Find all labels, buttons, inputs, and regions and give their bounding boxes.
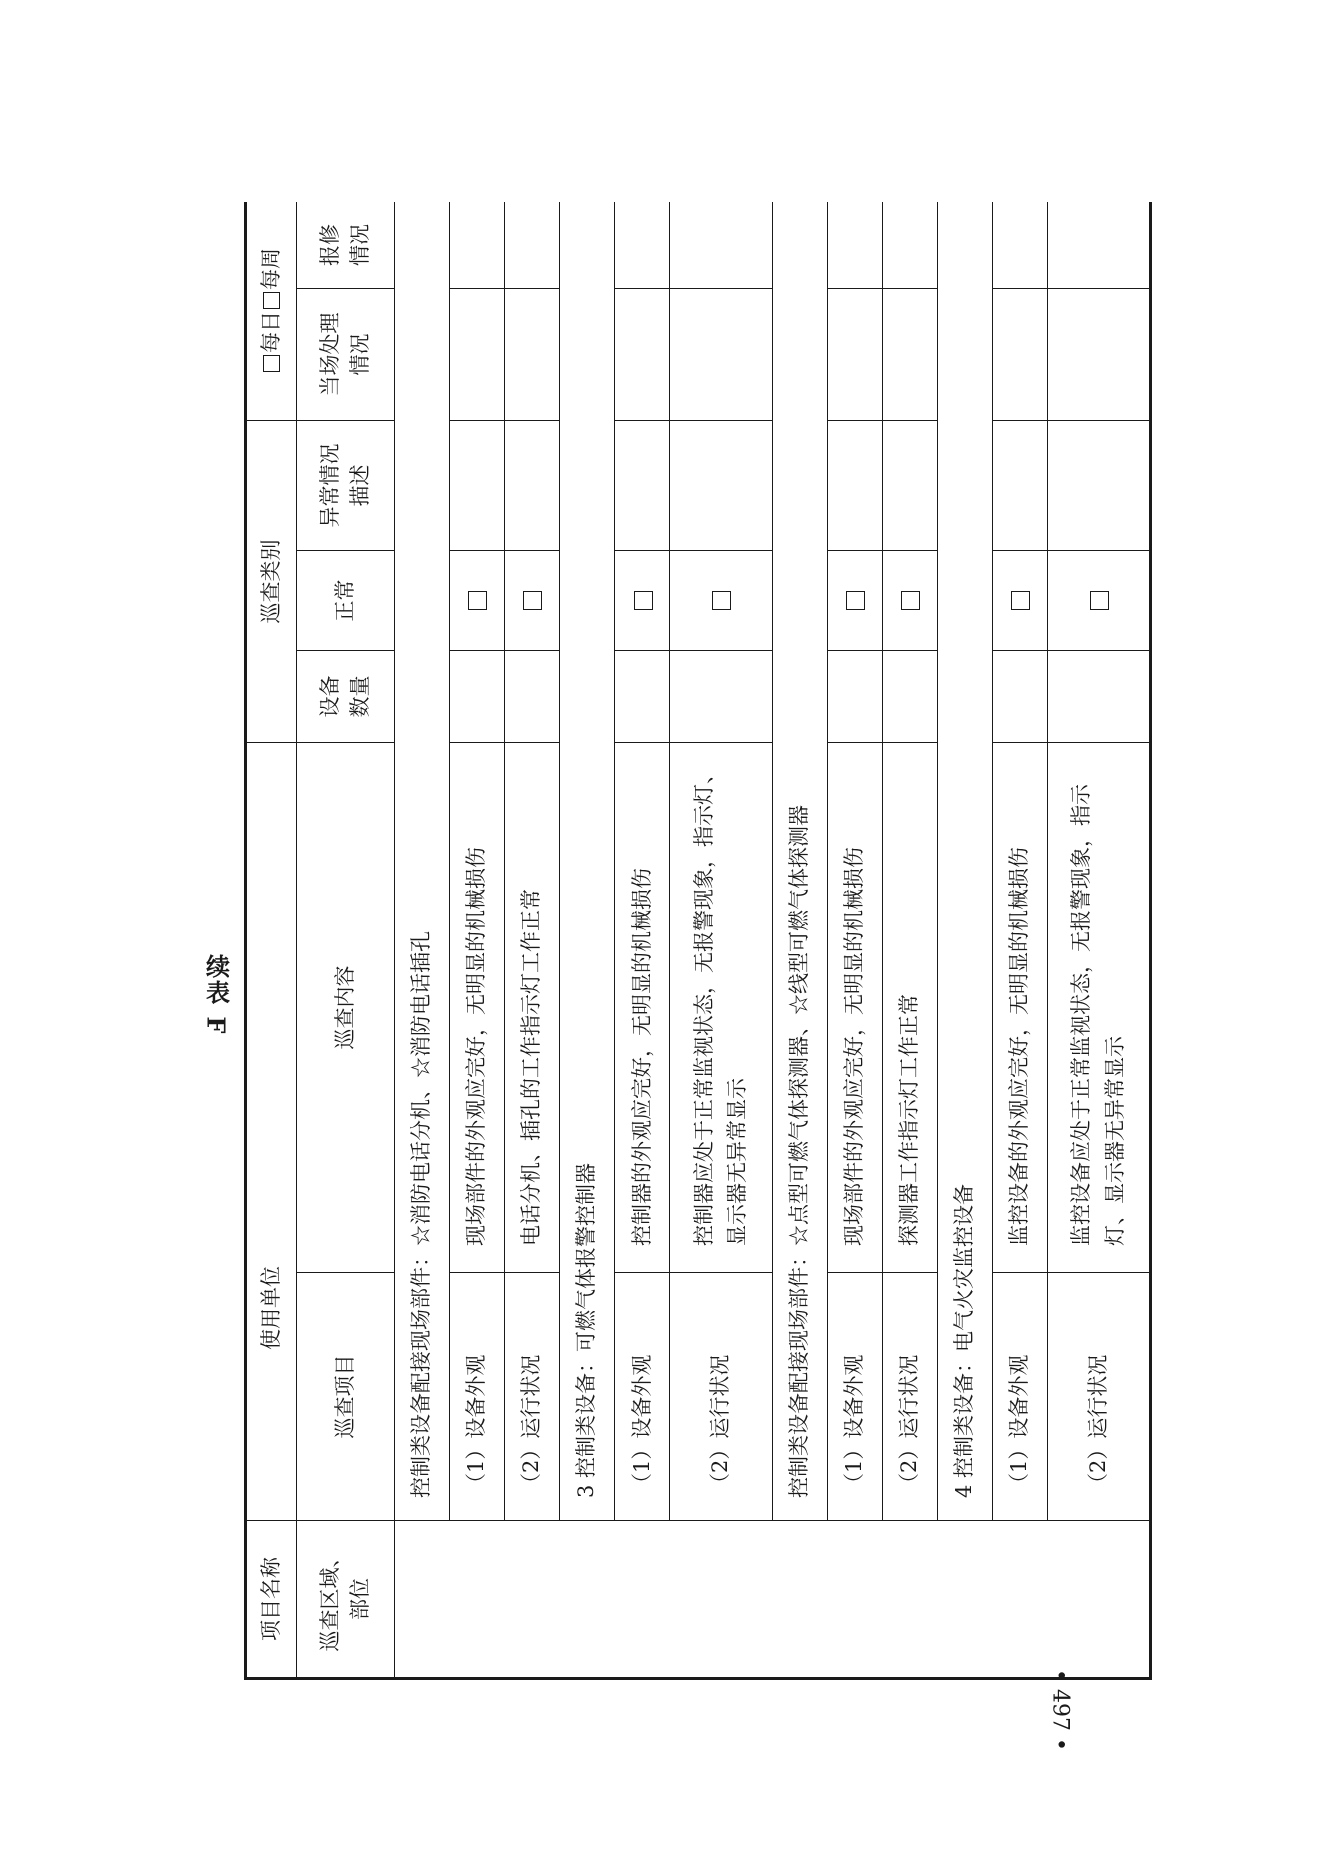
area-cell[interactable]	[395, 1521, 1151, 1679]
normal-checkbox[interactable]	[1011, 591, 1030, 610]
weekly-label: 每周	[258, 247, 283, 290]
item-cell: （2）运行状况	[883, 1273, 938, 1521]
inspection-table-container	[244, 202, 1152, 1680]
onsite-cell[interactable]	[883, 288, 938, 420]
normal-cell	[505, 551, 560, 651]
normal-cell	[615, 551, 670, 651]
normal-checkbox[interactable]	[901, 591, 920, 610]
inspection-table-rotated	[244, 202, 1152, 1680]
abnormal-cell[interactable]	[1048, 420, 1151, 550]
repair-cell[interactable]	[615, 202, 670, 288]
normal-checkbox[interactable]	[468, 591, 487, 610]
content-cell: 现场部件的外观应完好，无明显的机械损伤	[827, 743, 882, 1273]
header-item: 巡查项目	[296, 1273, 394, 1521]
item-cell: （1）设备外观	[450, 1273, 505, 1521]
table-row	[883, 202, 938, 1679]
page-number-text: • 497 •	[1047, 1669, 1073, 1751]
section-title: 控制类设备配接现场部件：☆点型可燃气体探测器、☆线型可燃气体探测器	[772, 202, 827, 1521]
onsite-cell[interactable]	[505, 288, 560, 420]
normal-checkbox[interactable]	[712, 591, 731, 610]
onsite-cell[interactable]	[670, 288, 773, 420]
repair-cell[interactable]	[670, 202, 773, 288]
abnormal-cell[interactable]	[993, 420, 1048, 550]
content-cell: 现场部件的外观应完好，无明显的机械损伤	[450, 743, 505, 1273]
abnormal-cell[interactable]	[450, 420, 505, 550]
table-row	[993, 202, 1048, 1679]
normal-checkbox[interactable]	[634, 591, 653, 610]
normal-cell	[883, 551, 938, 651]
content-cell: 电话分机、插孔的工作指示灯工作正常	[505, 743, 560, 1273]
table-row	[670, 202, 773, 1679]
section-title: 4 控制类设备：电气火灾监控设备	[938, 202, 993, 1521]
normal-checkbox[interactable]	[523, 591, 542, 610]
quantity-cell[interactable]	[827, 651, 882, 743]
repair-cell[interactable]	[1048, 202, 1151, 288]
table-row	[505, 202, 560, 1679]
onsite-cell[interactable]	[615, 288, 670, 420]
header-normal: 正常	[296, 551, 394, 651]
quantity-cell[interactable]	[450, 651, 505, 743]
quantity-cell[interactable]	[505, 651, 560, 743]
content-cell: 控制器应处于正常监视状态，无报警现象，指示灯、显示器无异常显示	[670, 743, 773, 1273]
onsite-cell[interactable]	[1048, 288, 1151, 420]
onsite-cell[interactable]	[993, 288, 1048, 420]
normal-cell	[670, 551, 773, 651]
quantity-cell[interactable]	[615, 651, 670, 743]
content-cell: 监控设备的外观应完好，无明显的机械损伤	[993, 743, 1048, 1273]
header-area: 巡查区域、 部位	[296, 1521, 394, 1679]
section-title: 控制类设备配接现场部件：☆消防电话分机、☆消防电话插孔	[395, 202, 450, 1521]
header-abnormal: 异常情况 描述	[296, 420, 394, 550]
content-cell: 探测器工作指示灯工作正常	[883, 743, 938, 1273]
abnormal-cell[interactable]	[505, 420, 560, 550]
section-row	[395, 202, 450, 1679]
header-project-name: 项目名称	[246, 1521, 297, 1679]
item-cell: （2）运行状况	[670, 1273, 773, 1521]
table-row	[827, 202, 882, 1679]
item-cell: （2）运行状况	[505, 1273, 560, 1521]
header-onsite: 当场处理 情况	[296, 288, 394, 420]
normal-checkbox[interactable]	[1090, 591, 1109, 610]
section-title: 3 控制类设备：可燃气体报警控制器	[560, 202, 615, 1521]
table-caption	[196, 905, 236, 1085]
table-row	[615, 202, 670, 1679]
quantity-cell[interactable]	[883, 651, 938, 743]
header-row-2	[296, 202, 394, 1679]
abnormal-cell[interactable]	[615, 420, 670, 550]
repair-cell[interactable]	[505, 202, 560, 288]
table-row	[1048, 202, 1151, 1679]
inspection-table	[244, 202, 1152, 1680]
abnormal-cell[interactable]	[883, 420, 938, 550]
onsite-cell[interactable]	[827, 288, 882, 420]
weekly-checkbox[interactable]	[263, 292, 280, 309]
repair-cell[interactable]	[450, 202, 505, 288]
onsite-cell[interactable]	[450, 288, 505, 420]
header-row-1	[246, 202, 297, 1679]
table-row	[450, 202, 505, 1679]
normal-cell	[993, 551, 1048, 651]
daily-checkbox[interactable]	[263, 355, 280, 372]
caption-text: 续表 F	[201, 954, 231, 1036]
item-cell: （1）设备外观	[827, 1273, 882, 1521]
item-cell: （2）运行状况	[1048, 1273, 1151, 1521]
content-cell: 控制器的外观应完好，无明显的机械损伤	[615, 743, 670, 1273]
content-cell: 监控设备应处于正常监视状态，无报警现象，指示灯、显示器无异常显示	[1048, 743, 1151, 1273]
section-row	[772, 202, 827, 1679]
repair-cell[interactable]	[827, 202, 882, 288]
header-content: 巡查内容	[296, 743, 394, 1273]
quantity-cell[interactable]	[993, 651, 1048, 743]
section-row	[560, 202, 615, 1679]
normal-cell	[827, 551, 882, 651]
header-check-period	[246, 202, 297, 420]
header-quantity: 设备 数量	[296, 651, 394, 743]
abnormal-cell[interactable]	[670, 420, 773, 550]
abnormal-cell[interactable]	[827, 420, 882, 550]
item-cell: （1）设备外观	[615, 1273, 670, 1521]
header-user-unit: 使用单位	[246, 743, 297, 1521]
daily-label: 每日	[258, 310, 283, 353]
repair-cell[interactable]	[883, 202, 938, 288]
normal-checkbox[interactable]	[846, 591, 865, 610]
normal-cell	[1048, 551, 1151, 651]
quantity-cell[interactable]	[1048, 651, 1151, 743]
header-check-type: 巡查类别	[246, 420, 297, 742]
header-repair: 报修 情况	[296, 202, 394, 288]
item-cell: （1）设备外观	[993, 1273, 1048, 1521]
quantity-cell[interactable]	[670, 651, 773, 743]
normal-cell	[450, 551, 505, 651]
section-row	[938, 202, 993, 1679]
repair-cell[interactable]	[993, 202, 1048, 288]
